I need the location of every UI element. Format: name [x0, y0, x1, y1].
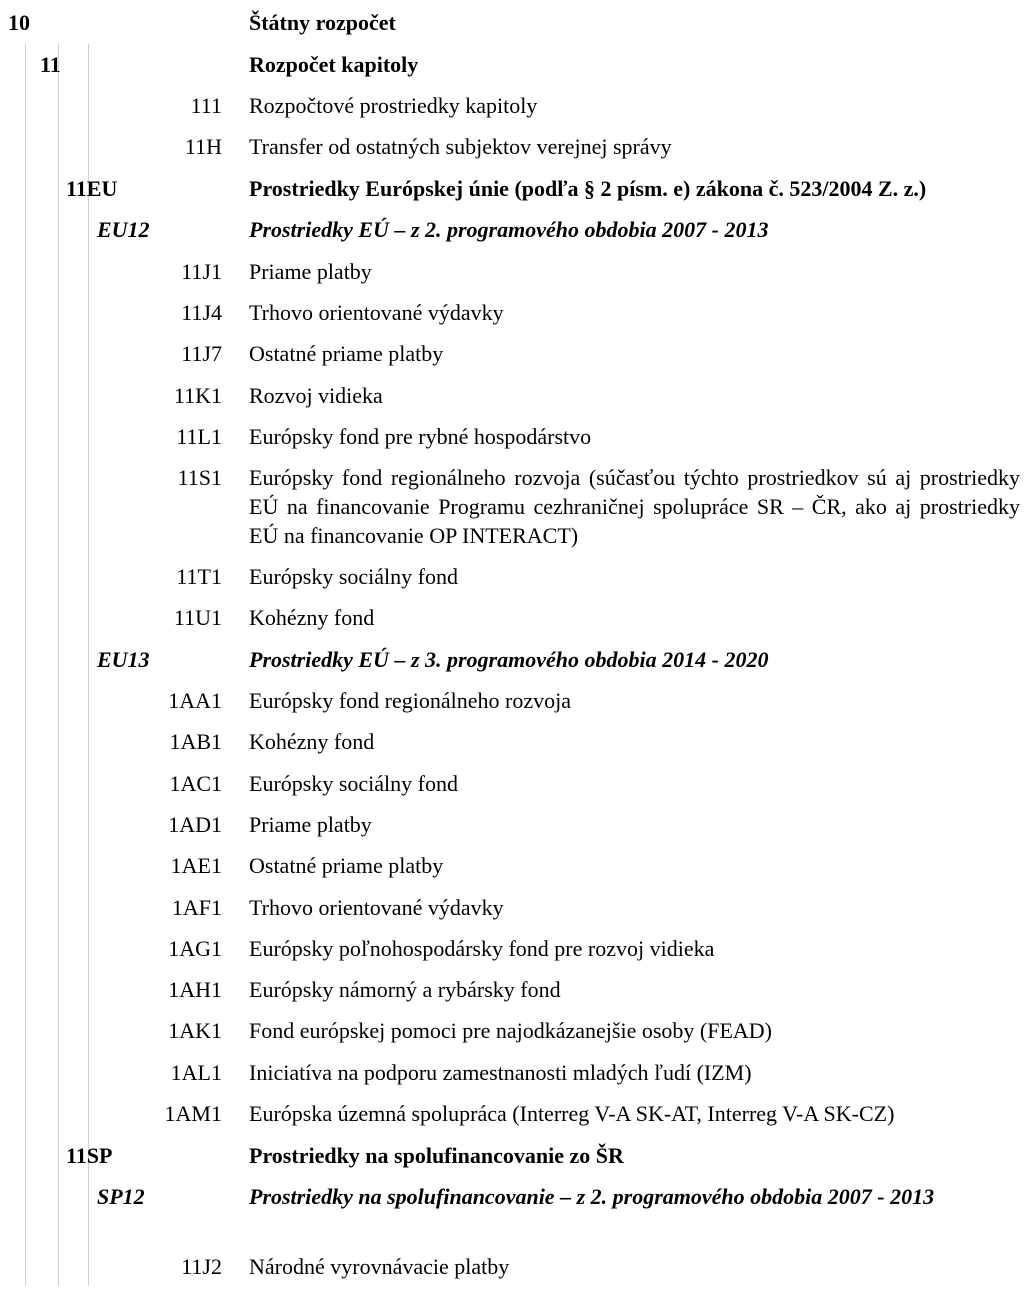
source-description: Prostriedky na spolufinancovanie zo ŠR — [249, 1143, 624, 1168]
source-code: EU12 — [97, 217, 150, 242]
source-description: Štátny rozpočet — [249, 10, 396, 35]
source-code: 11U1 — [173, 605, 222, 630]
source-code: 11 — [40, 52, 61, 77]
source-code: 1AF1 — [171, 895, 222, 920]
source-description: Európsky námorný a rybársky fond — [249, 977, 561, 1002]
source-description: Transfer od ostatných subjektov verejnej správy — [249, 134, 672, 159]
source-code: 111 — [190, 93, 222, 118]
source-code: 11L1 — [176, 424, 222, 449]
source-description: Prostriedky na spolufinancovanie – z 2. programového obdobia 2007 - 2013 — [249, 1184, 935, 1209]
source-description: Európsky sociálny fond — [249, 771, 458, 796]
source-code: 1AL1 — [170, 1060, 222, 1085]
source-code: EU13 — [97, 647, 150, 672]
source-code: 11S1 — [177, 465, 222, 490]
source-description: Prostriedky EÚ – z 3. programového obdobia 2014 - 2020 — [249, 647, 769, 672]
source-description: Ostatné priame platby — [249, 853, 444, 878]
source-description: Kohézny fond — [249, 605, 375, 630]
source-code: 11J7 — [181, 341, 222, 366]
source-code: 11T1 — [176, 564, 222, 589]
source-description: Priame platby — [249, 812, 372, 837]
source-code: 1AH1 — [168, 977, 222, 1002]
source-description: Rozvoj vidieka — [249, 383, 383, 408]
source-description: Prostriedky EÚ – z 2. programového obdobia 2007 - 2013 — [249, 217, 769, 242]
source-code: 11EU — [66, 176, 118, 201]
source-description: Fond európskej pomoci pre najodkázanejšie osoby (FEAD) — [249, 1018, 772, 1043]
source-code: 11K1 — [173, 383, 222, 408]
source-code: 11J4 — [181, 300, 222, 325]
source-code: SP12 — [97, 1184, 145, 1209]
source-description: Európska územná spolupráca (Interreg V-A SK-AT, Interreg V-A SK-CZ) — [249, 1101, 895, 1126]
source-description: Európsky fond pre rybné hospodárstvo — [249, 424, 592, 449]
source-description: Iniciatíva na podporu zamestnanosti mladých ľudí (IZM) — [249, 1060, 752, 1085]
source-code: 11SP — [66, 1143, 113, 1168]
source-description: Rozpočtové prostriedky kapitoly — [249, 93, 538, 118]
source-description: Rozpočet kapitoly — [249, 52, 419, 77]
source-description: Prostriedky Európskej únie (podľa § 2 písm. e) zákona č. 523/2004 Z. z.) — [249, 176, 927, 201]
source-description: Európsky poľnohospodársky fond pre rozvoj vidieka — [249, 936, 715, 961]
source-code: 11H — [184, 134, 222, 159]
source-code: 1AA1 — [168, 688, 222, 713]
source-description: Kohézny fond — [249, 729, 375, 754]
source-description: Európsky fond regionálneho rozvoja — [249, 688, 571, 713]
source-description: Ostatné priame platby — [249, 341, 444, 366]
source-description: Európsky fond regionálneho rozvoja (súčasťou týchto prostriedkov sú aj prostriedky EÚ na financovanie Programu cezhraničnej spolupráce SR – ČR, ako aj prostriedky EÚ na financovanie OP INTERACT) — [249, 465, 1020, 548]
source-description: Priame platby — [249, 259, 372, 284]
source-code: 10 — [8, 10, 30, 35]
source-description: Trhovo orientované výdavky — [249, 895, 504, 920]
source-code: 11J1 — [181, 259, 222, 284]
source-code: 1AM1 — [164, 1101, 222, 1126]
source-description: Európsky sociálny fond — [249, 564, 458, 589]
source-code: 11J2 — [181, 1254, 222, 1279]
source-code: 1AC1 — [169, 771, 222, 796]
source-code: 1AG1 — [168, 936, 222, 961]
source-description: Národné vyrovnávacie platby — [249, 1254, 510, 1279]
source-description: Trhovo orientované výdavky — [249, 300, 504, 325]
source-code: 1AK1 — [168, 1018, 222, 1043]
source-code: 1AD1 — [168, 812, 222, 837]
source-code: 1AB1 — [169, 729, 222, 754]
source-code: 1AE1 — [170, 853, 222, 878]
